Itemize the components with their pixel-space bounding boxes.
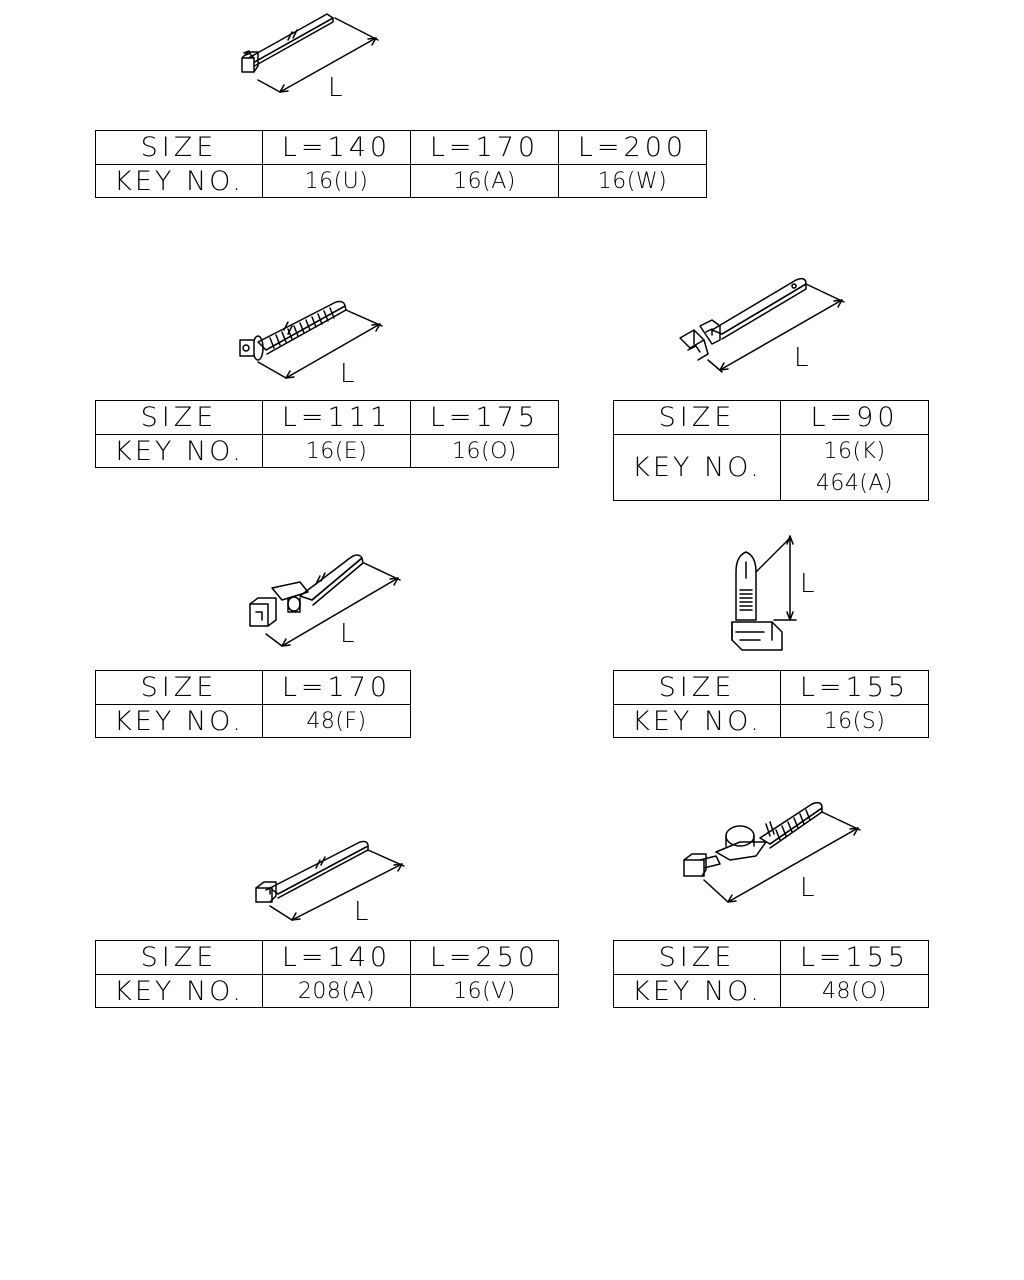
key-value: 16(S): [781, 705, 929, 738]
spec-table-7: [613, 940, 929, 1008]
size-value: L=90: [781, 401, 929, 435]
dimension-label-4: L: [340, 619, 355, 649]
part-3-illustration: [680, 279, 844, 373]
dimension-label-6: L: [354, 897, 369, 927]
spec-table-5: [613, 670, 929, 738]
dimension-label-2: L: [340, 359, 355, 389]
part-2-illustration: [240, 302, 382, 390]
dimension-label-1: L: [328, 73, 343, 103]
key-no-label: KEY NO.: [96, 165, 263, 198]
key-value: 16(E): [263, 435, 411, 468]
key-value: 464(A): [815, 470, 894, 496]
key-no-label: KEY NO.: [614, 705, 781, 738]
key-value: 16(V): [411, 975, 559, 1008]
key-value-stack: [781, 435, 929, 501]
key-value: 16(A): [411, 165, 559, 198]
size-label: SIZE: [96, 671, 263, 705]
key-no-label: KEY NO.: [614, 975, 781, 1008]
dimension-label-3: L: [794, 343, 809, 373]
spec-table-4: [95, 670, 411, 738]
size-value: L=250: [411, 941, 559, 975]
size-label: SIZE: [96, 401, 263, 435]
size-label: SIZE: [614, 941, 781, 975]
size-label: SIZE: [96, 941, 263, 975]
size-value: L=111: [263, 401, 411, 435]
size-value: L=170: [263, 671, 411, 705]
size-label: SIZE: [96, 131, 263, 165]
key-no-label: KEY NO.: [96, 435, 263, 468]
key-no-label: KEY NO.: [614, 435, 781, 501]
size-value: L=155: [781, 941, 929, 975]
key-value: 208(A): [263, 975, 411, 1008]
part-4-illustration: [250, 555, 400, 649]
spec-table-3: [613, 400, 929, 501]
key-value: 48(O): [781, 975, 929, 1008]
part-7-illustration: [684, 803, 860, 903]
part-5-illustration: [732, 536, 815, 650]
key-value: 16(U): [263, 165, 411, 198]
key-no-label: KEY NO.: [96, 705, 263, 738]
spec-table-6: [95, 940, 559, 1008]
key-value: 16(O): [411, 435, 559, 468]
key-value: 16(W): [559, 165, 707, 198]
size-value: L=175: [411, 401, 559, 435]
size-value: L=140: [263, 941, 411, 975]
size-label: SIZE: [614, 401, 781, 435]
spec-table-1: [95, 130, 707, 198]
size-value: L=200: [559, 131, 707, 165]
dimension-label-5: L: [800, 569, 815, 599]
key-value: 16(K): [823, 438, 886, 464]
key-no-label: KEY NO.: [96, 975, 263, 1008]
size-value: L=170: [411, 131, 559, 165]
spec-table-2: [95, 400, 559, 468]
size-value: L=155: [781, 671, 929, 705]
key-value: 48(F): [263, 705, 411, 738]
part-6-illustration: [256, 842, 404, 928]
dimension-label-7: L: [800, 873, 815, 903]
part-1-illustration: [242, 14, 378, 103]
size-value: L=140: [263, 131, 411, 165]
size-label: SIZE: [614, 671, 781, 705]
